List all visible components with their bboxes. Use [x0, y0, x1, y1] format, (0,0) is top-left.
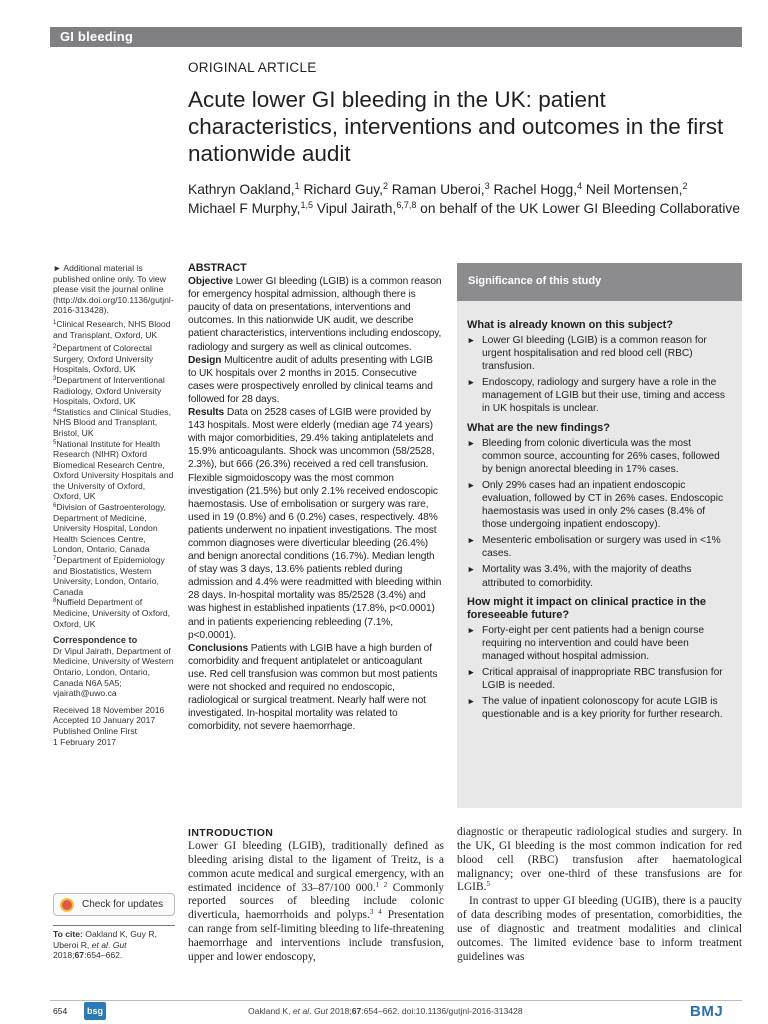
significance-box: [457, 263, 742, 808]
significance-list: [467, 624, 732, 722]
list-item: [467, 666, 732, 692]
cite-volume: 67: [74, 950, 85, 961]
list-item: [467, 479, 732, 531]
affiliation: [53, 319, 175, 340]
introduction-col2: [457, 826, 742, 964]
significance-question: How might it impact on clinical practice in the foreseeable future?: [467, 595, 706, 621]
date-received: Received 18 November 2016: [53, 704, 165, 715]
section-text: Multicentre audit of adults presenting with LGIB to UK hospitals over 2 months in 2015. Consecutive cases were prospectively enrolled by clinical teams and followed for 28 days.: [188, 354, 433, 405]
correspondence-text[interactable]: Dr Vipul Jairath, Department of Medicine, University of Western Ontario, London, Ontario, Canada N6A 5A5; vjairath@uwo.ca: [53, 645, 174, 699]
author[interactable]: Richard Guy,: [299, 182, 383, 197]
author[interactable]: Neil Mortensen,: [582, 182, 683, 197]
article-title: Acute lower GI bleeding in the UK: patient characteristics, interventions and outcomes in the first nationwide audit: [188, 87, 724, 166]
date-published: 1 February 2017: [53, 736, 117, 747]
section-text: Patients with LGIB have a high burden of comorbidity and frequent antiplatelet or anticoagulant use. Red cell transfusion was common but most patients were not shocked and required no endoscopic, radiological or surgical treatment. Nearly half were not investigated. In-hospital mortality was related to comorbidity, not severe haemorrhage.: [188, 642, 438, 733]
list-item-text: Critical appraisal of inappropriate RBC transfusion for LGIB is needed.: [482, 666, 723, 691]
bullet-icon: ►: [467, 564, 476, 575]
list-item-text: Endoscopy, radiology and surgery have a role in the management of LGIB but their use, timing and access in UK hospitals is unclear.: [482, 377, 725, 415]
affil-text: Department of Epidemiology and Biostatistics, Western University, London, Ontario, Canada: [53, 555, 165, 597]
author[interactable]: Vipul Jairath,: [312, 201, 397, 216]
article-dates: [53, 705, 175, 747]
cite-pages: :654–662.: [84, 950, 123, 961]
section-text: Data on 2528 cases of LGIB were provided by 143 hospitals. Most were elderly (median age 74 years) with major comorbidities, 29.4% taking antiplatelets and 15.9% anticoagulants. Shock was uncommon (58/2528, 2.3%), but 666 (26.3%) received a red cell transfusion. Flexible sigmoidoscopy was the most common investigation (21.5%) but only 2.1% received endoscopic haemostasis. Use of embolisation or surgery was rare, used in 19 (0.8%) and 6 (0.2%) cases, respectively. 48% patients underwent no inpatient investigations. The most common diagnoses were diverticular bleeding (26.4%) and benign anorectal conditions (16.7%). Median length of stay was 3 days, 13.6% patients rebled during admission and 4.4% were readmitted with bleeding within 28 days. In-hospital mortality was 85/2528 (3.4%) and was highest in established inpatients (17.8%, p<0.0001) and in patients experiencing rebleeding (7.1%, p<0.0001).: [188, 407, 442, 641]
cite-text: Oakland K, Guy R, Uberoi R,: [53, 929, 157, 950]
author-affil: 3: [484, 181, 490, 191]
list-item-text: Only 29% cases had an inpatient endoscopic evaluation, followed by CT in 26% cases. Endoscopic haemostasis was used in only 2% cases (8.4% of those undergoing inpatient endoscopy).: [482, 479, 724, 531]
affiliation: [53, 343, 175, 375]
significance-question: What is already known on this subject?: [467, 319, 673, 331]
affiliation: [53, 555, 175, 597]
section-label: Objective: [188, 276, 233, 288]
author[interactable]: Michael F Murphy,: [188, 201, 301, 216]
footer-divider: [50, 1000, 742, 1001]
author-affil: 2: [382, 181, 388, 191]
cite-etal: et al: [91, 939, 108, 950]
sidebar: [53, 263, 175, 747]
section-header-bar: [50, 27, 742, 47]
introduction-col1: [188, 840, 444, 965]
cite-text: 2018;: [53, 950, 75, 961]
affil-num: 8: [53, 598, 57, 605]
affil-text: Nuffield Department of Medicine, University of Oxford, Oxford, UK: [53, 597, 171, 629]
bsg-logo[interactable]: bsg: [84, 1002, 106, 1020]
affil-text: National Institute for Health Research (NIHR) Oxford Biomedical Research Centre, Oxford University Hospitals and the University of Oxford, Oxford, UK: [53, 438, 174, 502]
body-text: diagnostic or therapeutic radiological studies and surgery. In the UK, GI bleeding is the most common indication for red blood cell (RBC) transfusion after haematological malignancy; over one-third of these transfusions are for LGIB.: [457, 826, 742, 894]
list-item: [467, 376, 732, 415]
author[interactable]: Raman Uberoi,: [387, 182, 485, 197]
list-item-text: The value of inpatient colonoscopy for acute LGIB is questionable and is a key priority for further research.: [482, 696, 723, 721]
bullet-icon: ►: [467, 624, 476, 635]
date-published-label: Published Online First: [53, 725, 138, 736]
affil-num: 1: [53, 319, 57, 326]
footer-etal: et al: [292, 1006, 310, 1016]
author-affil: 1: [294, 181, 300, 191]
affil-num: 7: [53, 556, 57, 563]
date-accepted: Accepted 10 January 2017: [53, 715, 156, 726]
footer-doi[interactable]: :654–662. doi:10.1136/gutjnl-2016-313428: [361, 1006, 523, 1016]
correspondence-heading: Correspondence to: [53, 635, 138, 646]
list-item-text: Mesenteric embolisation or surgery was used in <1% cases.: [482, 535, 721, 560]
paragraph: [457, 826, 742, 895]
significance-heading: Significance of this study: [457, 263, 742, 301]
list-item-text: Forty-eight per cent patients had a benign course requiring no intervention and could have been managed without hospital admission.: [482, 624, 704, 662]
body-text: Commonly reported sources of bleeding include colonic diverticula, haemorrhoids and polyps.: [188, 881, 444, 922]
abstract-results: [188, 406, 443, 642]
section-label: GI bleeding: [60, 29, 133, 44]
list-item: [467, 624, 732, 663]
list-item: [467, 695, 732, 721]
footer-text: .: [309, 1006, 314, 1016]
affiliation: [53, 439, 175, 503]
footer-text: 2018;: [327, 1006, 352, 1016]
author[interactable]: Rachel Hogg,: [489, 182, 578, 197]
reference-link[interactable]: 1 2: [375, 880, 388, 889]
page-number: 654: [53, 1006, 68, 1016]
section-label: Conclusions: [188, 642, 249, 654]
footer-volume: 67: [351, 1006, 362, 1016]
check-for-updates-label: Check for updates: [82, 899, 164, 910]
supplementary-note[interactable]: ► Additional material is published online only. To view please visit the journal online (http://dx.doi.org/10.1136/gutjnl-2016-313428).: [53, 263, 174, 316]
list-item-text: Lower GI bleeding (LGIB) is a common reason for urgent hospitalisation and red blood cell (RBC) transfusion.: [482, 335, 707, 373]
significance-list: [467, 437, 732, 590]
update-badge-icon: [60, 898, 74, 912]
cite-label: To cite:: [53, 929, 83, 939]
list-item: [467, 437, 732, 476]
affil-text: Clinical Research, NHS Blood and Transplant, Oxford, UK: [53, 318, 171, 340]
body-text: In contrast to upper GI bleeding (UGIB), there is a paucity of data describing modes of presentation, comorbidities, the use of diagnostic and treatment modalities and clinical outcomes. The limited evidence base to inform treatment guidelines was: [457, 895, 742, 963]
section-text: Lower GI bleeding (LGIB) is a common reason for emergency hospital admission, although there is paucity of data on presentations, interventions and outcomes. In this nationwide UK audit, we describe patient characteristics, interventions including endoscopy, radiology and surgery as well as clinical outcomes.: [188, 276, 442, 353]
body-text: Presentation can range from self-limiting bleeding to life-threatening haemorrhage and interventions include transfusion, upper and lower endoscopy,: [188, 909, 445, 963]
author-affil: 4: [577, 181, 583, 191]
significance-question: What are the new findings?: [467, 421, 611, 434]
list-item: [467, 563, 732, 589]
body-text: Lower GI bleeding (LGIB), traditionally defined as bleeding arising distal to the ligament of Treitz, is a common acute medical and surgical emergency, with an estimated incidence of 33–87/100 000.: [188, 840, 444, 894]
affil-num: 6: [53, 503, 57, 510]
bullet-icon: ►: [467, 437, 476, 448]
bullet-icon: ►: [467, 479, 476, 490]
author-affil: 6,7,8: [396, 200, 417, 210]
abstract-design: [188, 354, 443, 406]
section-label: Design: [188, 354, 222, 366]
significance-body: [457, 301, 742, 721]
list-item-text: Bleeding from colonic diverticula was the most common source, accounting for 26% cases, followed by benign anorectal bleeding in 17% cases.: [482, 437, 720, 475]
affiliation: [53, 502, 175, 555]
author-affil: 1,5: [300, 200, 313, 210]
check-for-updates-button[interactable]: [53, 893, 175, 916]
significance-list: [467, 334, 732, 416]
abstract-conclusions: [188, 642, 443, 734]
author[interactable]: Kathryn Oakland,: [188, 182, 295, 197]
reference-link[interactable]: 3 4: [369, 908, 382, 917]
bullet-icon: ►: [467, 696, 476, 707]
affiliation: [53, 375, 175, 407]
footer-journal: Gut: [313, 1006, 328, 1016]
introduction-heading: INTRODUCTION: [188, 827, 274, 839]
footer-text: Oakland K,: [248, 1006, 293, 1016]
affiliation: [53, 597, 175, 629]
affil-text: Department of Interventional Radiology, Oxford University Hospitals, Oxford, UK: [53, 374, 165, 407]
affiliation: [53, 407, 175, 439]
authors-collaborative: on behalf of the UK Lower GI Bleeding Collaborative: [416, 201, 740, 216]
citation-box: [53, 925, 175, 961]
bmj-logo[interactable]: BMJ: [690, 1003, 724, 1020]
bullet-icon: ►: [467, 377, 476, 388]
bullet-icon: ►: [467, 335, 476, 345]
bullet-icon: ►: [467, 535, 476, 546]
affil-num: 3: [53, 375, 57, 382]
list-item: [467, 334, 732, 373]
affil-text: Department of Colorectal Surgery, Oxford University Hospitals, Oxford, UK: [53, 343, 154, 375]
list-item: [467, 534, 732, 560]
affil-num: 2: [53, 344, 57, 351]
author-affil: 2: [682, 181, 688, 191]
paragraph: [457, 895, 742, 964]
bullet-icon: ►: [467, 666, 476, 677]
affil-text: Statistics and Clinical Studies, NHS Blood and Transplant, Bristol, UK: [53, 406, 171, 438]
section-label: Results: [188, 407, 225, 419]
reference-link[interactable]: 5: [486, 880, 490, 889]
affil-num: 4: [53, 407, 57, 414]
abstract-objective: [188, 275, 443, 354]
author-list: [188, 180, 748, 218]
affil-num: 5: [53, 439, 57, 446]
abstract-heading: ABSTRACT: [188, 262, 247, 274]
list-item-text: Mortality was 3.4%, with the majority of deaths attributed to comorbidity.: [482, 564, 692, 589]
cite-journal: Gut: [112, 939, 127, 950]
footer-citation: [248, 1006, 523, 1016]
cite-text: .: [107, 939, 113, 950]
article-type: ORIGINAL ARTICLE: [188, 60, 317, 75]
abstract: [188, 262, 443, 733]
affil-text: Division of Gastroenterology, Department of Medicine, University Hospital, London Health Sciences Centre, London, Ontario, Canada: [53, 502, 167, 555]
